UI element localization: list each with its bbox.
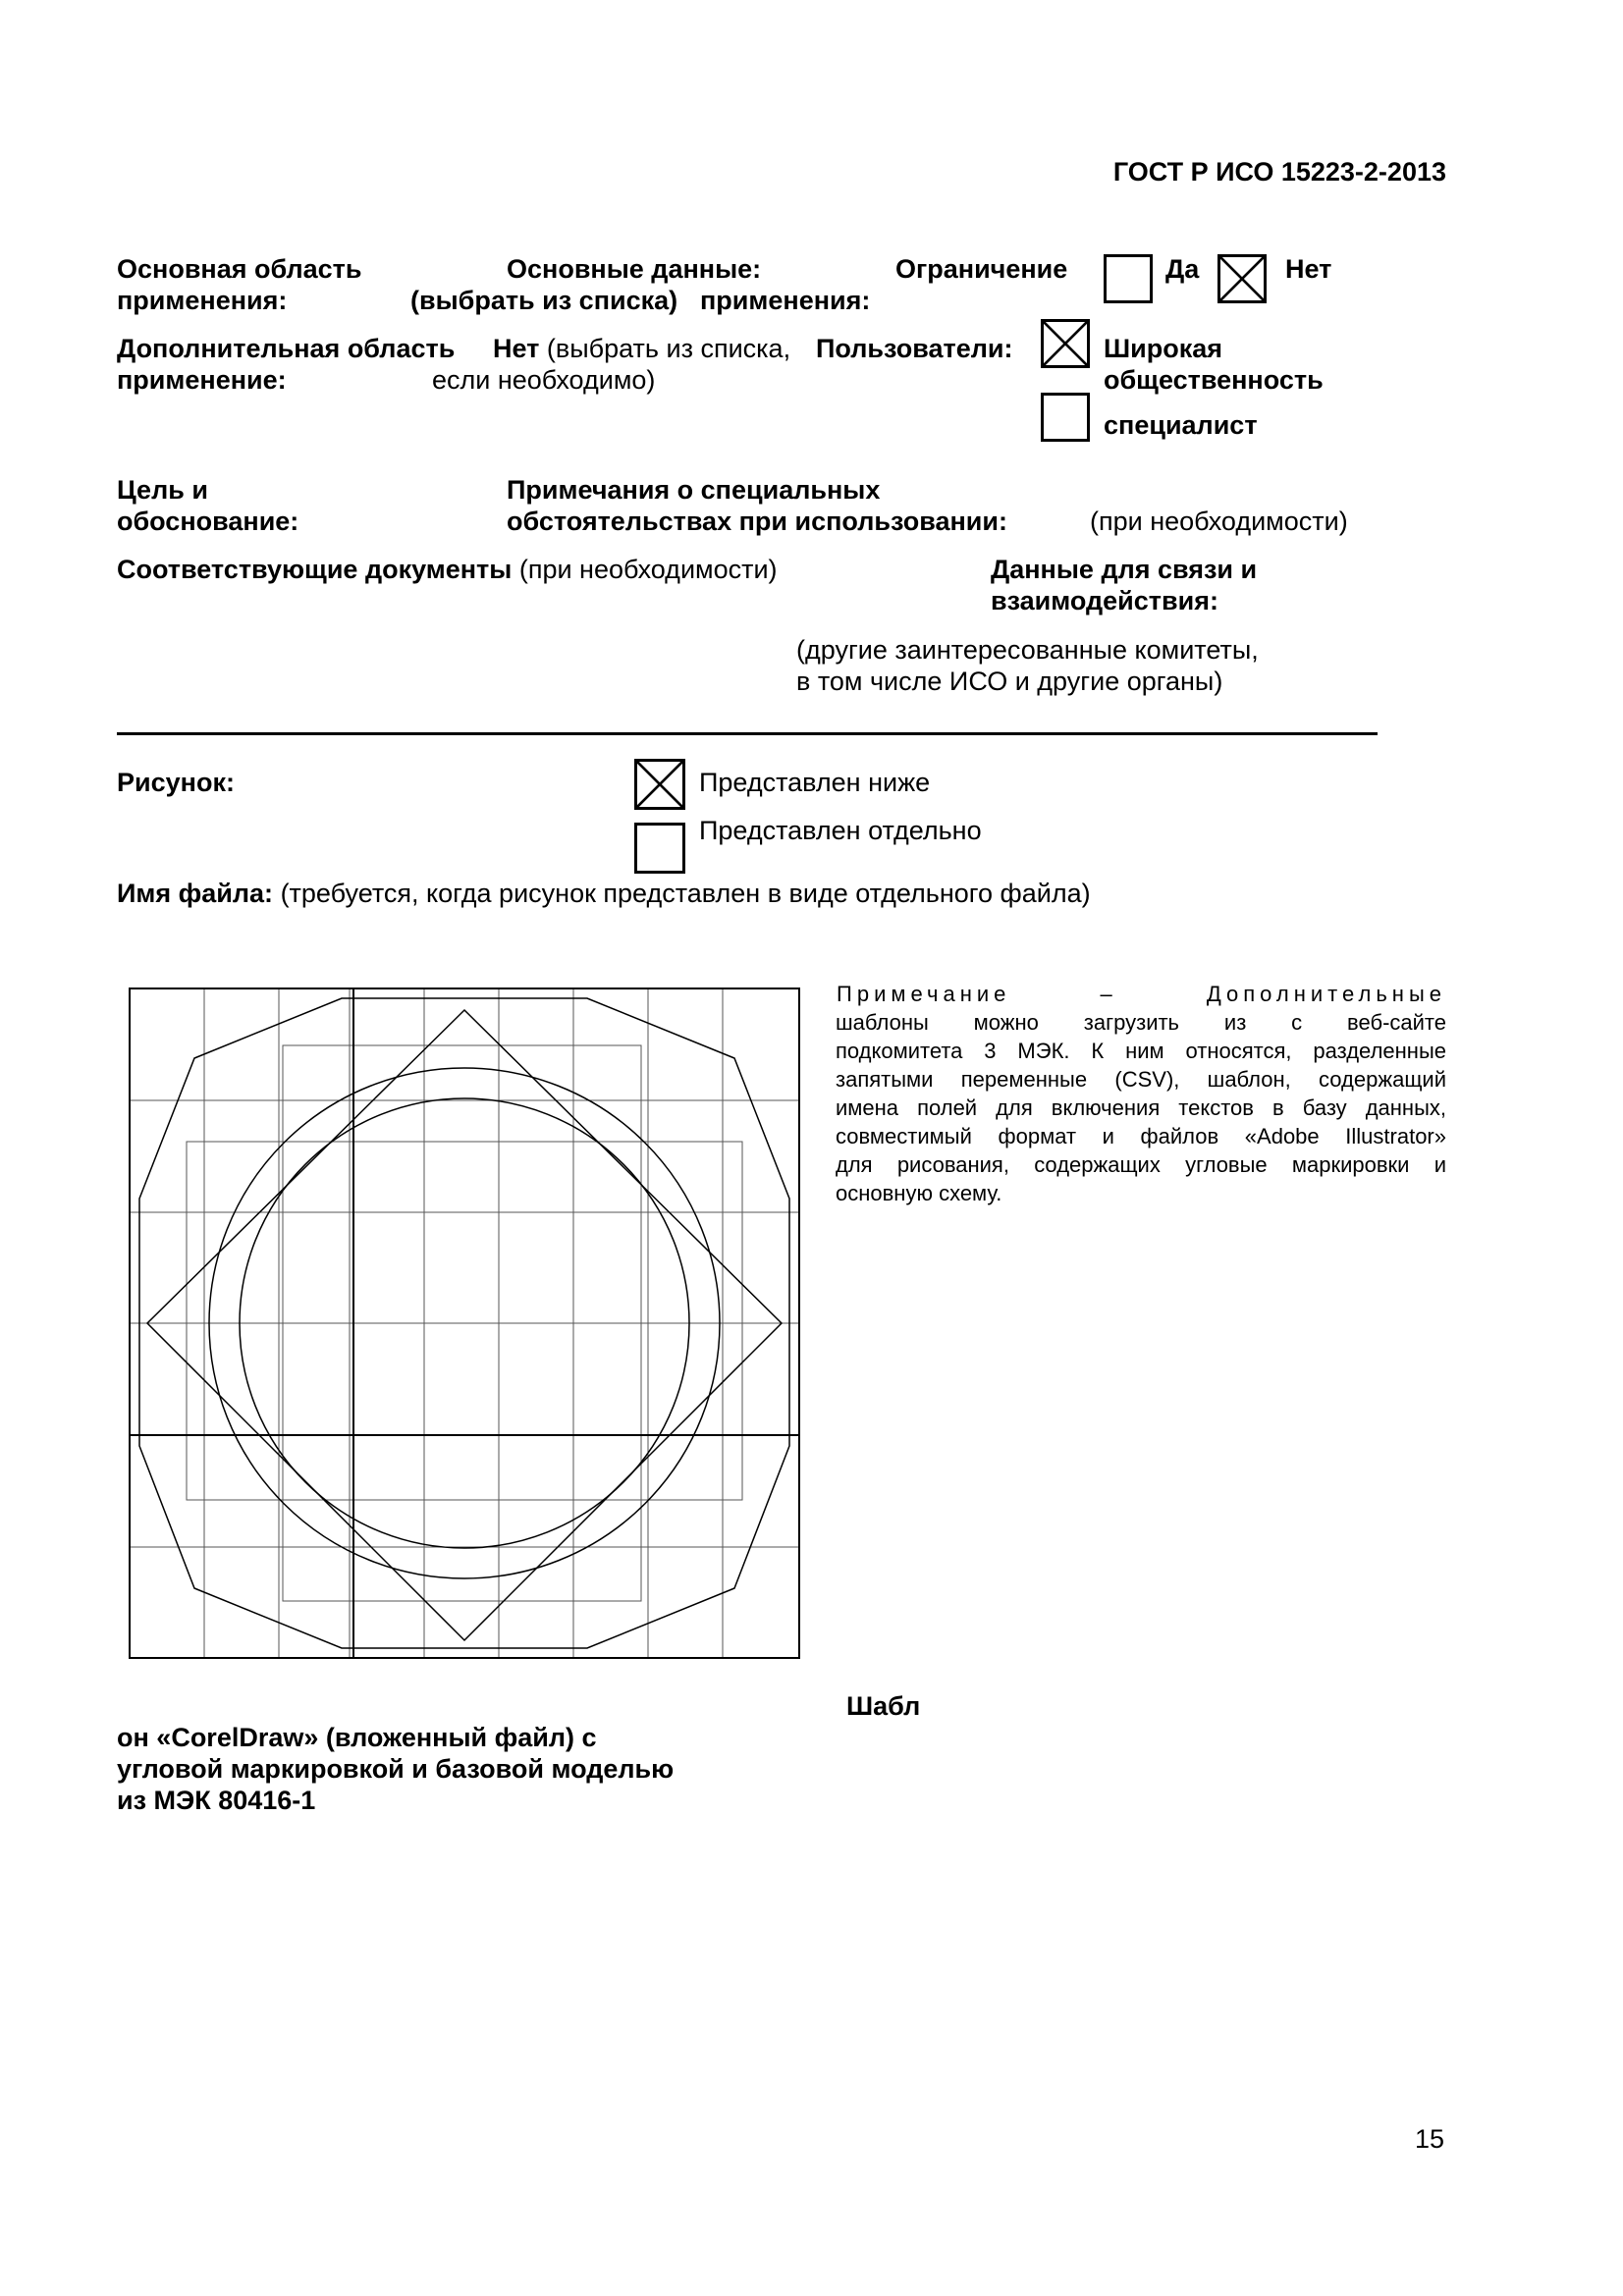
corner-marking-template-drawing — [126, 985, 803, 1662]
users-specialist-checkbox[interactable] — [1041, 393, 1090, 442]
note-line: для рисования, содержащих угловые маркировки и — [836, 1152, 1446, 1177]
extra-area-value: Нет (выбрать из списка, — [493, 334, 791, 363]
related-docs: Соответствующие документы (при необходимости) — [117, 555, 778, 584]
main-data-hint: (выбрать из списка) — [410, 286, 678, 315]
note-paragraph — [836, 980, 1446, 1207]
restriction-yes-checkbox[interactable] — [1104, 254, 1153, 303]
special-notes-hint: (при необходимости) — [1090, 507, 1348, 536]
main-area-label: Основная область применения: — [117, 254, 362, 315]
figure-separate-label: Представлен отдельно — [699, 816, 982, 845]
extra-area-hint: если необходимо) — [432, 365, 656, 395]
restriction-label-1: Ограничение — [895, 254, 1068, 284]
restriction-no-checkbox[interactable] — [1217, 254, 1267, 303]
purpose-label: Цель и обоснование: — [117, 475, 299, 536]
standard-number: ГОСТ Р ИСО 15223-2-2013 — [1112, 157, 1446, 187]
filename-row: Имя файла: (требуется, когда рисунок представлен в виде отдельного файла) — [117, 879, 1091, 908]
figure-separate-checkbox[interactable] — [634, 823, 685, 874]
contacts-hint: (другие заинтересованные комитеты, в том числе ИСО и другие органы) — [796, 635, 1259, 696]
page-number: 15 — [1414, 2124, 1444, 2154]
restriction-yes-label: Да — [1165, 254, 1200, 284]
check-cross-icon — [1220, 257, 1264, 300]
restriction-label-2: применения: — [700, 286, 871, 315]
figure-label: Рисунок: — [117, 768, 235, 797]
contacts-label: Данные для связи и взаимодействия: — [991, 555, 1258, 615]
users-public-checkbox[interactable] — [1041, 319, 1090, 368]
note-line: Примечание – Дополнительные — [837, 982, 1446, 1006]
restriction-no-label: Нет — [1285, 254, 1332, 284]
extra-area-label: Дополнительная область применение: — [117, 334, 456, 395]
note-line: шаблоны можно загрузить из с веб-сайте — [836, 1010, 1446, 1035]
note-line: совместимый формат и файлов «Adobe Illustrator» — [836, 1124, 1446, 1148]
figure-below-checkbox[interactable] — [634, 759, 685, 810]
note-line: подкомитета 3 МЭК. К ним относятся, разделенные — [836, 1039, 1446, 1063]
note-line: основную схему. — [836, 1181, 1002, 1205]
check-cross-icon — [637, 762, 682, 807]
special-notes-label: Примечания о специальных обстоятельствах при использовании: — [507, 475, 1007, 536]
check-cross-icon — [1044, 322, 1087, 365]
section-divider — [117, 732, 1378, 735]
caption-text: он «CorelDraw» (вложенный файл) с угловой маркировкой и базовой моделью из МЭК 80416-1 — [117, 1723, 675, 1815]
main-data-label: Основные данные: — [507, 254, 762, 284]
users-specialist-label: специалист — [1104, 410, 1258, 440]
note-line: имена полей для включения текстов в базу данных, — [836, 1095, 1446, 1120]
users-label: Пользователи: — [816, 334, 1013, 363]
users-public-label: Широкая общественность — [1104, 334, 1324, 395]
note-line: запятыми переменные (CSV), шаблон, содержащий — [836, 1067, 1446, 1092]
diamond — [147, 1010, 782, 1640]
figure-below-label: Представлен ниже — [699, 768, 931, 797]
caption-fragment: Шабл — [846, 1691, 921, 1721]
